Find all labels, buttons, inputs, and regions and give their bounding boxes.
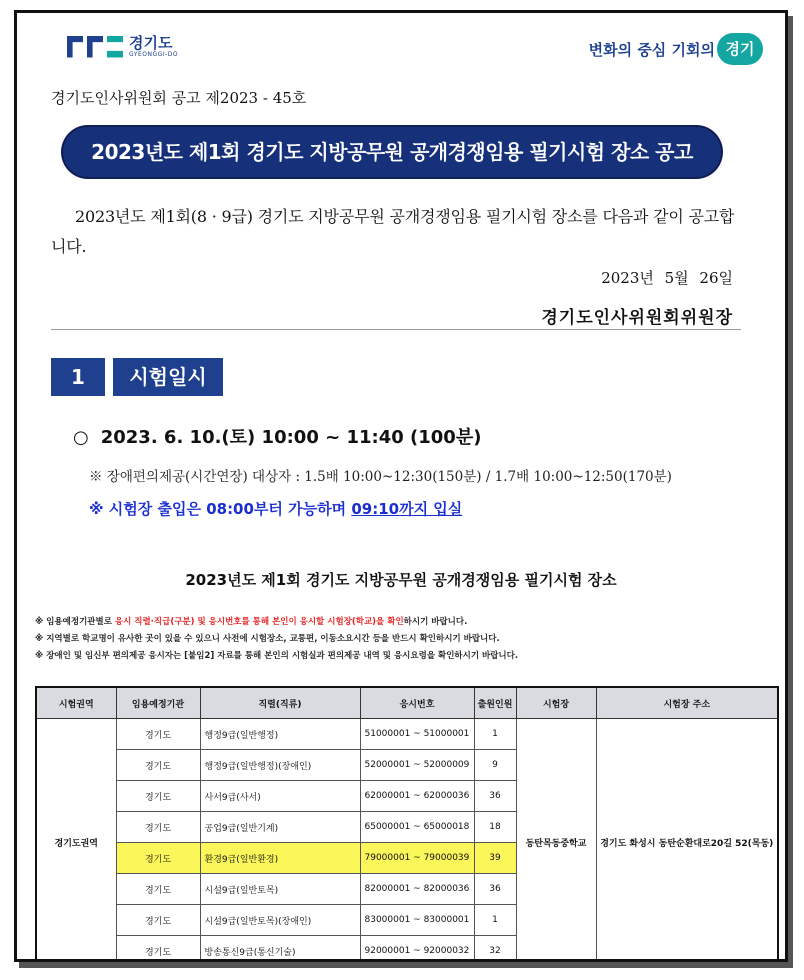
range-cell: 79000001 ~ 79000039 bbox=[360, 843, 474, 874]
agency-cell: 경기도 bbox=[116, 781, 200, 812]
document-frame bbox=[14, 10, 788, 962]
series-cell: 방송통신9급(통신기술) bbox=[200, 936, 360, 963]
venue-cell: 동탄목동중학교 bbox=[516, 719, 596, 963]
notice-intro: 2023년도 제1회(8 · 9급) 경기도 지방공무원 공개경쟁임용 필기시험 장소를 다음과 같이 공고합니다. bbox=[51, 207, 735, 256]
note-line: ※ 지역별로 학교명이 유사한 곳이 있을 수 있으니 사전에 시험장소, 교통편, 이동소요시간 등을 반드시 확인하시기 바랍니다. bbox=[35, 634, 500, 644]
agency-cell: 경기도 bbox=[116, 874, 200, 905]
count-cell: 1 bbox=[474, 905, 516, 936]
count-cell: 18 bbox=[474, 812, 516, 843]
agency-cell: 경기도 bbox=[116, 719, 200, 750]
agency-cell: 경기도 bbox=[116, 905, 200, 936]
table-header-row bbox=[36, 687, 778, 719]
col-header: 시험권역 bbox=[36, 687, 116, 719]
entry-note-deadline: 09:10까지 입실 bbox=[351, 500, 463, 518]
agency-cell: 경기도 bbox=[116, 936, 200, 963]
gyeonggi-logo bbox=[67, 35, 178, 58]
notice-date: 2023년 5월 26일 bbox=[601, 269, 733, 287]
col-header: 응시번호 bbox=[360, 687, 474, 719]
count-cell: 32 bbox=[474, 936, 516, 963]
address-cell: 경기도 화성시 동탄순환대로20길 52(목동) bbox=[596, 719, 778, 963]
series-cell: 행정9급(일반행정) bbox=[200, 719, 360, 750]
slogan: 변화의 중심 기회의 bbox=[588, 41, 715, 59]
range-cell: 83000001 ~ 83000001 bbox=[360, 905, 474, 936]
notice-number: 경기도인사위원회 공고 제2023 - 45호 bbox=[51, 89, 307, 107]
logo-mark-icon bbox=[67, 36, 123, 58]
series-cell: 시설9급(일반토목)(장애인) bbox=[200, 905, 360, 936]
logo-subtext: GYEONGGI-DO bbox=[129, 51, 179, 58]
count-cell: 1 bbox=[474, 719, 516, 750]
entry-note-text: ※ 시험장 출입은 08:00부터 가능하며 bbox=[89, 500, 352, 518]
exam-location-table bbox=[35, 686, 779, 962]
divider bbox=[51, 329, 741, 330]
section-title: 시험일시 bbox=[113, 358, 223, 396]
agency-cell: 경기도 bbox=[116, 843, 200, 874]
region-cell: 경기도권역 bbox=[36, 719, 116, 963]
exam-datetime-text: 2023. 6. 10.(토) 10:00 ~ 11:40 (100분) bbox=[100, 427, 482, 448]
range-cell: 51000001 ~ 51000001 bbox=[360, 719, 474, 750]
range-cell: 92000001 ~ 92000032 bbox=[360, 936, 474, 963]
range-cell: 82000001 ~ 82000036 bbox=[360, 874, 474, 905]
col-header: 직렬(직류) bbox=[200, 687, 360, 719]
range-cell: 62000001 ~ 62000036 bbox=[360, 781, 474, 812]
range-cell: 52000001 ~ 52000009 bbox=[360, 750, 474, 781]
accommodation-note: ※ 장애편의제공(시간연장) 대상자 : 1.5배 10:00~12:30(150분) / 1.7배 10:00~12:50(170분) bbox=[89, 469, 672, 485]
series-cell: 사서9급(사서) bbox=[200, 781, 360, 812]
exam-datetime bbox=[73, 423, 481, 449]
note-line: ※ 임용예정기관별로 응시 직렬·직급(구분) 및 응시번호를 통해 본인이 응시할 시험장(학교)을 확인하시기 바랍니다. bbox=[35, 617, 468, 627]
bullet-icon: ○ bbox=[73, 427, 89, 448]
col-header: 시험장 주소 bbox=[596, 687, 778, 719]
table-row bbox=[36, 719, 778, 750]
series-cell: 환경9급(일반환경) bbox=[200, 843, 360, 874]
slogan-badge: 경기 bbox=[717, 33, 763, 65]
section-number: 1 bbox=[51, 358, 105, 396]
col-header: 임용예정기관 bbox=[116, 687, 200, 719]
table-title: 2023년도 제1회 경기도 지방공무원 공개경쟁임용 필기시험 장소 bbox=[185, 571, 617, 589]
count-cell: 36 bbox=[474, 781, 516, 812]
series-cell: 행정9급(일반행정)(장애인) bbox=[200, 750, 360, 781]
agency-cell: 경기도 bbox=[116, 812, 200, 843]
series-cell: 시설9급(일반토목) bbox=[200, 874, 360, 905]
col-header: 출원인원 bbox=[474, 687, 516, 719]
range-cell: 65000001 ~ 65000018 bbox=[360, 812, 474, 843]
note-line: ※ 장애인 및 임신부 편의제공 응시자는 [붙임2] 자료를 통해 본인의 시험실과 편의제공 내역 및 응시요령을 확인하시기 바랍니다. bbox=[35, 651, 519, 661]
count-cell: 9 bbox=[474, 750, 516, 781]
entry-note bbox=[89, 498, 462, 519]
logo-text: 경기도 bbox=[129, 34, 173, 52]
count-cell: 36 bbox=[474, 874, 516, 905]
agency-cell: 경기도 bbox=[116, 750, 200, 781]
notice-signer: 경기도인사위원회위원장 bbox=[541, 308, 733, 328]
series-cell: 공업9급(일반기계) bbox=[200, 812, 360, 843]
col-header: 시험장 bbox=[516, 687, 596, 719]
notice-title: 2023년도 제1회 경기도 지방공무원 공개경쟁임용 필기시험 장소 공고 bbox=[63, 127, 721, 177]
count-cell: 39 bbox=[474, 843, 516, 874]
